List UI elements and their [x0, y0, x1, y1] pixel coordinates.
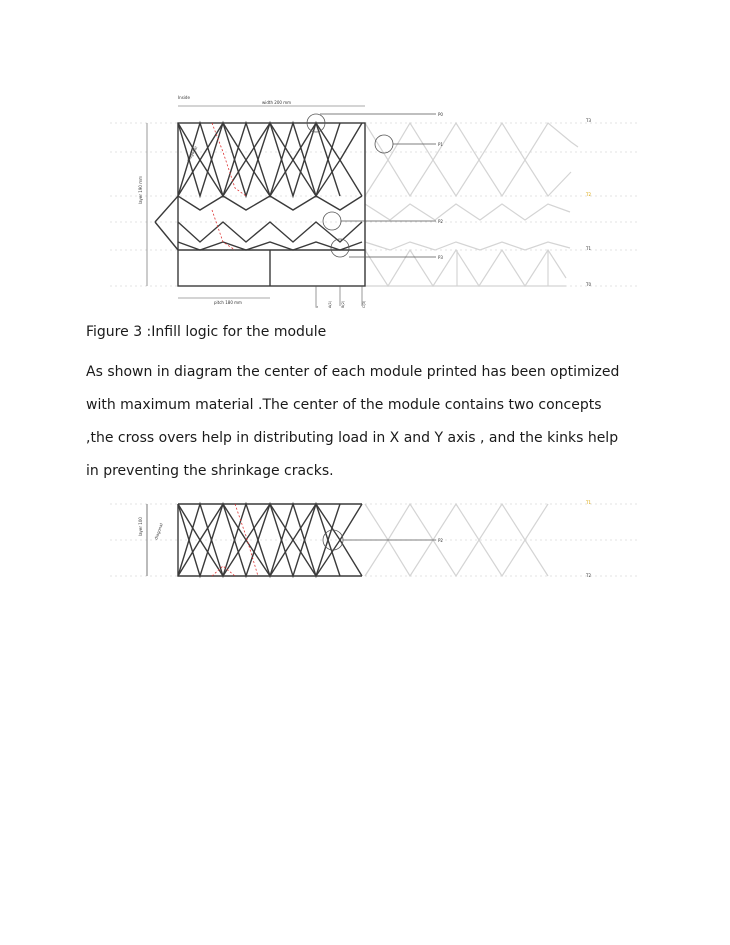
- paragraph-line-3: ,the cross overs help in distributing load in X and Y axis , and the kinks help: [86, 430, 619, 446]
- paragraph-line-4: in preventing the shrinkage cracks.: [86, 463, 334, 479]
- body-paragraph: [86, 356, 666, 488]
- level-t0: T0: [586, 282, 591, 287]
- figure-caption: Figure 3 :Infill logic for the module: [86, 324, 327, 340]
- figure-title: Inside: [178, 95, 190, 100]
- pitch-dimension-label: pitch 180 mm: [214, 300, 242, 305]
- callout-p1: P1: [438, 142, 443, 147]
- bottom-tick-2: B(2): [341, 300, 345, 308]
- level-t1: T1: [586, 246, 591, 251]
- level-t3: T3: [586, 118, 591, 123]
- infill-diagram-top: [0, 92, 730, 310]
- bottom-tick-0: 0: [315, 305, 319, 308]
- paragraph-line-1: As shown in diagram the center of each module printed has been optimized: [86, 364, 620, 380]
- height-dimension-label: layer 190 mm: [138, 175, 143, 204]
- level-t2: T2: [586, 192, 591, 197]
- diagonal-label: diagonal: [185, 145, 199, 163]
- infill-diagram-bottom: [0, 496, 730, 586]
- bottom-tick-3: C(3): [362, 300, 366, 308]
- callout-p2-bottom: P2: [438, 538, 443, 543]
- callout-p2: P2: [438, 219, 443, 224]
- guide-lines: [110, 123, 640, 286]
- level-t1-bottom: T1: [586, 500, 591, 505]
- diagonal-label-bottom: diagonal: [153, 522, 164, 541]
- level-t2-bottom: T2: [586, 573, 591, 578]
- callout-p0: P0: [438, 112, 443, 117]
- height-label-bottom: layer 100: [138, 517, 143, 536]
- bottom-tick-1: A(1): [328, 300, 332, 308]
- faded-modules: [365, 123, 578, 286]
- width-dimension-label: width 200 mm: [262, 100, 291, 105]
- paragraph-line-2: with maximum material .The center of the module contains two concepts: [86, 397, 602, 413]
- callout-p3: P3: [438, 255, 443, 260]
- main-module: [155, 123, 365, 286]
